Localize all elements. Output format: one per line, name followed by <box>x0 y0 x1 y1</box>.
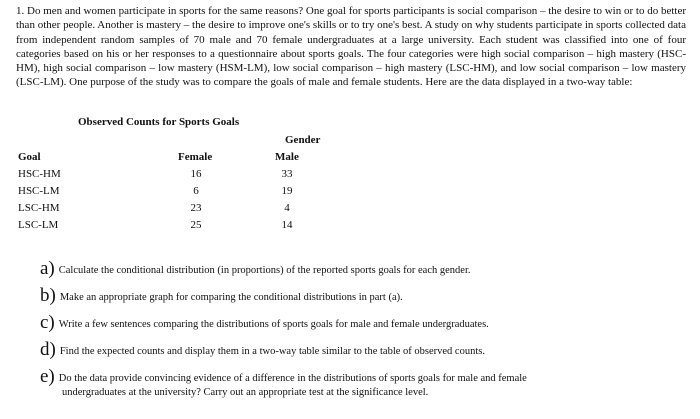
question-text: Calculate the conditional distribution (in proportions) of the reported sports goals for each gender. <box>58 265 471 276</box>
goal-header: Goal <box>18 151 41 163</box>
question-text-continued: undergraduates at the university? Carry out an appropriate test at the significance level. <box>62 387 429 398</box>
female-header: Female <box>178 151 213 163</box>
male-header: Male <box>275 151 299 163</box>
table-title: Observed Counts for Sports Goals <box>78 116 240 128</box>
female-count-cell: 16 <box>190 168 202 180</box>
question-text: Find the expected counts and display them in a two-way table similar to the table of observed counts. <box>59 346 485 357</box>
question-letter: a) <box>40 258 55 279</box>
question-letter: e) <box>40 366 55 387</box>
goal-cell: HSC-LM <box>18 185 60 197</box>
question-text: Write a few sentences comparing the distributions of sports goals for male and female undergraduates. <box>58 319 489 330</box>
male-count-cell: 33 <box>281 168 293 180</box>
question-c <box>40 312 660 333</box>
gender-header: Gender <box>285 134 321 146</box>
male-count-cell: 19 <box>281 185 293 197</box>
question-letter: b) <box>40 285 56 306</box>
goal-cell: LSC-HM <box>18 202 60 214</box>
goal-cell: HSC-HM <box>18 168 61 180</box>
question-d <box>40 339 660 360</box>
female-count-cell: 25 <box>190 219 202 231</box>
question-text: Do the data provide convincing evidence of a difference in the distributions of sports goals for male and female <box>58 373 527 384</box>
question-letter: c) <box>40 312 55 333</box>
question-e <box>40 366 660 400</box>
female-count-cell: 23 <box>190 202 202 214</box>
goal-cell: LSC-LM <box>18 219 59 231</box>
problem-paragraph: 1. Do men and women participate in sports for the same reasons? One goal for sports participants is social comparison – the desire to win or to do better than other people. Another is mastery – the desire to improve one's skills or to try one's best. A study on why students participate in sports collected data from independent random samples of 70 male and 70 female undergraduates at a large university. Each student was classified into one of four categories based on his or her responses to a questionnaire about sports goals. The four categories were high social comparison – high mastery (HSC-HM), high social comparison – low mastery (HSM-LM), low social comparison – high mastery (LSC-HM), and low social comparison – low mastery (LSC-LM). One purpose of the study was to compare the goals of male and female students. Here are the data displayed in a two-way table: <box>16 5 686 89</box>
question-a <box>40 258 660 279</box>
question-letter: d) <box>40 339 56 360</box>
question-text: Make an appropriate graph for comparing the conditional distributions in part (a). <box>59 292 403 303</box>
male-count-cell: 14 <box>281 219 293 231</box>
female-count-cell: 6 <box>193 185 199 197</box>
male-count-cell: 4 <box>284 202 290 214</box>
question-b <box>40 285 660 306</box>
